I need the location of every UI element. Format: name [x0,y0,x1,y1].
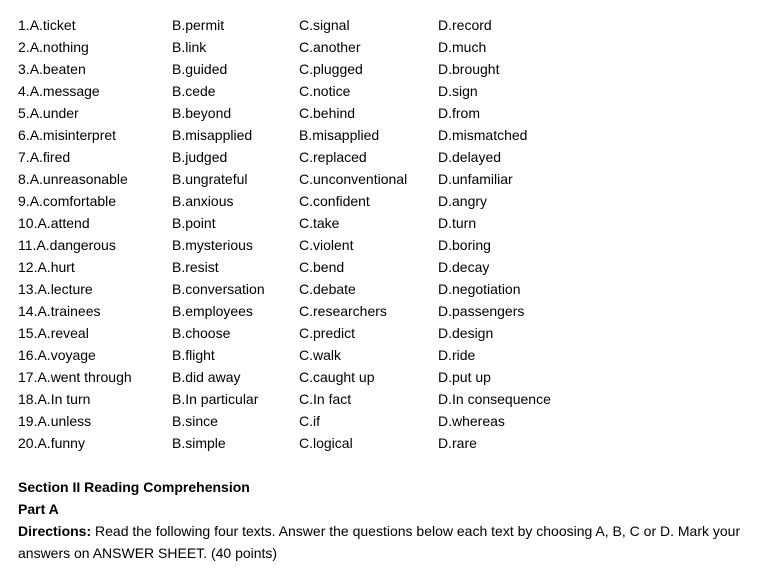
option-a-text: A.under [29,105,79,121]
option-c: C.confident [299,193,370,209]
question-row [18,300,758,322]
option-a-text: A.trainees [37,303,101,319]
option-c: C.another [299,39,361,55]
option-a [18,366,132,388]
option-a [18,410,91,432]
option-b: B.since [172,413,218,429]
option-d: D.brought [438,61,500,77]
option-c: C.logical [299,435,353,451]
question-number: 4. [18,83,30,99]
option-d: D.much [438,39,487,55]
option-b: B.point [172,215,216,231]
option-a-text: A.message [29,83,100,99]
option-b: B.anxious [172,193,234,209]
option-a [18,124,116,146]
option-a [18,146,70,168]
option-a-text: A.In turn [37,391,91,407]
option-d: D.passengers [438,303,525,319]
question-row [18,168,758,190]
option-a [18,58,86,80]
question-number: 13. [18,281,38,297]
option-a [18,102,79,124]
option-d: D.from [438,105,480,121]
option-c: C.debate [299,281,356,297]
question-number: 2. [18,39,30,55]
option-d: D.turn [438,215,477,231]
directions-text: Read the following four texts. Answer the questions below each text by choosing A, B, C or D. Mark your answers on ANSWER SHEET. (40 points) [18,523,741,561]
option-a-text: A.funny [37,435,85,451]
question-row [18,146,758,168]
question-row [18,344,758,366]
option-a-text: A.lecture [37,281,93,297]
option-c: C.researchers [299,303,387,319]
option-b: B.guided [172,61,228,77]
option-a-text: A.comfortable [29,193,117,209]
question-row [18,36,758,58]
question-row [18,432,758,454]
question-row [18,212,758,234]
option-d: D.decay [438,259,490,275]
option-a-text: A.fired [29,149,71,165]
option-b: B.choose [172,325,231,341]
option-c: C.bend [299,259,345,275]
option-a-text: A.unreasonable [29,171,128,187]
option-c: C.violent [299,237,354,253]
option-b: B.simple [172,435,226,451]
option-d: D.mismatched [438,127,528,143]
option-d: D.record [438,17,492,33]
option-c: C.predict [299,325,356,341]
option-d: D.design [438,325,494,341]
option-b: B.misapplied [172,127,253,143]
question-number: 5. [18,105,30,121]
option-c: C.signal [299,17,350,33]
option-d: D.put up [438,369,491,385]
option-a-text: A.ticket [29,17,76,33]
question-row [18,410,758,432]
question-number: 6. [18,127,30,143]
question-row [18,388,758,410]
question-row [18,322,758,344]
directions-label: Directions: [18,523,92,539]
question-number: 18. [18,391,38,407]
question-number: 10. [18,215,38,231]
question-number: 7. [18,149,30,165]
option-a [18,322,89,344]
option-a-text: A.reveal [37,325,89,341]
option-d: D.angry [438,193,488,209]
option-a [18,432,85,454]
option-d: D.negotiation [438,281,521,297]
option-c: B.misapplied [299,127,380,143]
option-b: B.flight [172,347,215,363]
option-b: B.In particular [172,391,259,407]
option-a [18,278,93,300]
option-a [18,168,128,190]
option-d: D.sign [438,83,478,99]
option-b: B.mysterious [172,237,253,253]
option-c: C.take [299,215,340,231]
option-c: C.unconventional [299,171,408,187]
reading-section [18,476,758,564]
option-a [18,36,89,58]
answer-options-list [18,14,758,454]
question-row [18,80,758,102]
question-row [18,234,758,256]
option-d: D.boring [438,237,491,253]
question-number: 15. [18,325,38,341]
section-title: Section II Reading Comprehension [18,479,250,495]
option-a-text: A.went through [37,369,132,385]
question-number: 16. [18,347,38,363]
option-d: D.In consequence [438,391,551,407]
option-b: B.beyond [172,105,232,121]
option-b: B.ungrateful [172,171,248,187]
option-a [18,388,90,410]
option-b: B.conversation [172,281,265,297]
option-a-text: A.misinterpret [29,127,117,143]
option-b: B.judged [172,149,228,165]
question-row [18,124,758,146]
option-a [18,190,116,212]
option-a [18,14,76,36]
question-row [18,278,758,300]
option-a-text: A.attend [37,215,90,231]
question-number: 1. [18,17,30,33]
question-row [18,366,758,388]
question-number: 9. [18,193,30,209]
question-row [18,102,758,124]
option-a-text: A.nothing [29,39,89,55]
question-number: 14. [18,303,38,319]
option-b: B.resist [172,259,219,275]
option-a [18,80,100,102]
option-a-text: A.dangerous [36,237,116,253]
part-title: Part A [18,501,59,517]
question-number: 12. [18,259,38,275]
question-row [18,190,758,212]
option-c: C.walk [299,347,342,363]
option-d: D.rare [438,435,477,451]
question-row [18,58,758,80]
option-a-text: A.beaten [29,61,86,77]
option-c: C.behind [299,105,356,121]
question-number: 3. [18,61,30,77]
option-a-text: A.unless [37,413,92,429]
question-number: 11. [18,237,37,253]
question-number: 19. [18,413,38,429]
option-c: C.plugged [299,61,363,77]
option-a [18,234,116,256]
option-c: C.replaced [299,149,367,165]
option-a-text: A.hurt [37,259,75,275]
option-d: D.ride [438,347,476,363]
question-number: 8. [18,171,30,187]
option-a [18,344,96,366]
option-b: B.link [172,39,207,55]
option-a-text: A.voyage [37,347,96,363]
option-c: C.notice [299,83,351,99]
option-c: C.if [299,413,320,429]
question-number: 20. [18,435,38,451]
option-b: B.did away [172,369,241,385]
option-a [18,212,90,234]
option-a [18,256,75,278]
question-row [18,256,758,278]
option-a [18,300,101,322]
option-c: C.In fact [299,391,352,407]
option-d: D.unfamiliar [438,171,513,187]
question-row [18,14,758,36]
question-number: 17. [18,369,38,385]
option-c: C.caught up [299,369,375,385]
option-b: B.cede [172,83,216,99]
option-b: B.employees [172,303,253,319]
option-d: D.whereas [438,413,505,429]
option-d: D.delayed [438,149,502,165]
directions-paragraph [18,520,758,564]
option-b: B.permit [172,17,225,33]
